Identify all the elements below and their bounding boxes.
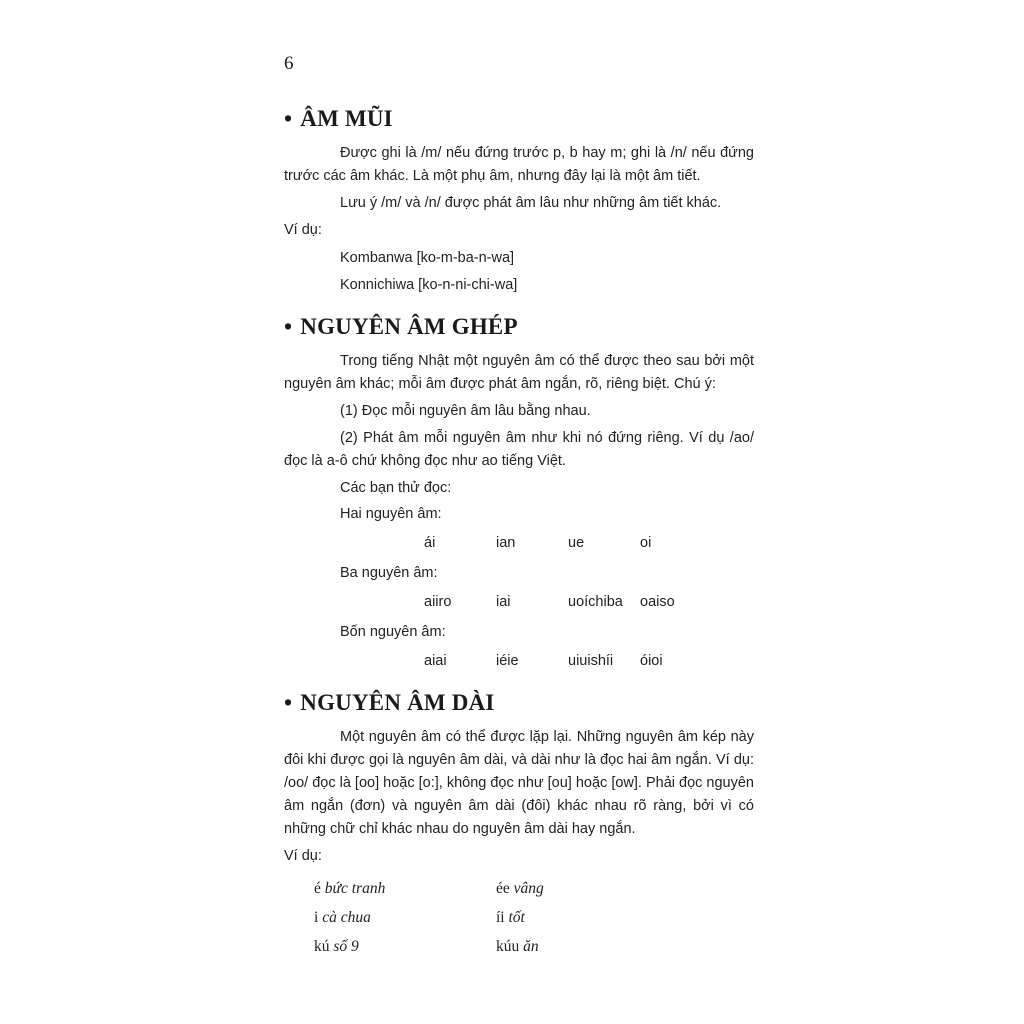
word-pair-right: íi tốt xyxy=(496,909,525,926)
section-heading: • ÂM MŨI xyxy=(284,106,393,131)
vowel-item: iai xyxy=(496,594,511,610)
vowel-item: oi xyxy=(640,535,652,551)
section-nguyen-am-ghep xyxy=(284,312,754,674)
paragraph: (1) Đọc mỗi nguyên âm lâu bằng nhau. xyxy=(340,403,591,419)
vowel-group xyxy=(424,648,754,674)
paragraph: Lưu ý /m/ và /n/ được phát âm lâu như những âm tiết khác. xyxy=(340,195,722,211)
section-am-mui xyxy=(284,104,754,298)
vowel-item: uiuishíi xyxy=(568,653,614,669)
word-pair-right: kúu ăn xyxy=(496,938,539,955)
vowel-item: ian xyxy=(496,535,516,551)
vowel-item: iéie xyxy=(496,653,519,669)
group-label: Bốn nguyên âm: xyxy=(340,624,446,640)
vowel-group xyxy=(424,530,754,556)
paragraph: Trong tiếng Nhật một nguyên âm có thể được theo sau bởi một nguyên âm khác; mỗi âm được phát âm ngắn, rõ, riêng biệt. Chú ý: xyxy=(284,353,754,392)
example-label: Ví dụ: xyxy=(284,848,322,864)
bullet-icon: • xyxy=(284,690,293,715)
example-line: Kombanwa [ko-m-ba-n-wa] xyxy=(340,250,515,266)
bullet-icon: • xyxy=(284,106,293,131)
paragraph: Được ghi là /m/ nếu đứng trước p, b hay m; ghi là /n/ nếu đứng trước các âm khác. Là một phụ âm, nhưng đây lại là một âm tiết. xyxy=(284,145,754,184)
vowel-item: oaiso xyxy=(640,594,675,610)
word-pair-left: é bức tranh xyxy=(314,880,386,897)
vowel-item: ái xyxy=(424,535,436,551)
vowel-item: óioi xyxy=(640,653,663,669)
word-pair-left: kú số 9 xyxy=(314,938,359,955)
vowel-group xyxy=(424,589,754,615)
word-pairs xyxy=(314,876,754,959)
vowel-item: aiiro xyxy=(424,594,452,610)
try-label: Các bạn thử đọc: xyxy=(340,480,452,496)
word-pair-right: ée vâng xyxy=(496,880,544,897)
vowel-item: uoíchiba xyxy=(568,594,623,610)
bullet-icon: • xyxy=(284,314,293,339)
vowel-item: ue xyxy=(568,535,585,551)
page-number: 6 xyxy=(284,53,294,74)
paragraph: Một nguyên âm có thể được lặp lại. Những nguyên âm kép này đôi khi được gọi là nguyên âm dài, và dài như là đọc hai âm ngắn. Ví dụ: /oo/ đọc là [oo] hoặc [o:], không đọc như [ou] hoặc [ow]. Phải đọc nguyên âm ngắn (đơn) và nguyên âm dài (đôi) khác nhau rõ ràng, bởi vì có những chữ chỉ khác nhau do nguyên âm dài hay ngắn. xyxy=(284,729,754,837)
group-label: Ba nguyên âm: xyxy=(340,565,438,581)
document-page xyxy=(284,50,754,973)
section-heading: • NGUYÊN ÂM DÀI xyxy=(284,690,495,715)
vowel-item: aiai xyxy=(424,653,447,669)
section-heading: • NGUYÊN ÂM GHÉP xyxy=(284,314,518,339)
example-label: Ví dụ: xyxy=(284,222,322,238)
group-label: Hai nguyên âm: xyxy=(340,506,442,522)
example-line: Konnichiwa [ko-n-ni-chi-wa] xyxy=(340,277,518,293)
paragraph: (2) Phát âm mỗi nguyên âm như khi nó đứng riêng. Ví dụ /ao/ đọc là a-ô chứ không đọc như ao tiếng Việt. xyxy=(284,430,754,469)
section-nguyen-am-dai xyxy=(284,688,754,959)
word-pair-left: i cà chua xyxy=(314,909,371,926)
